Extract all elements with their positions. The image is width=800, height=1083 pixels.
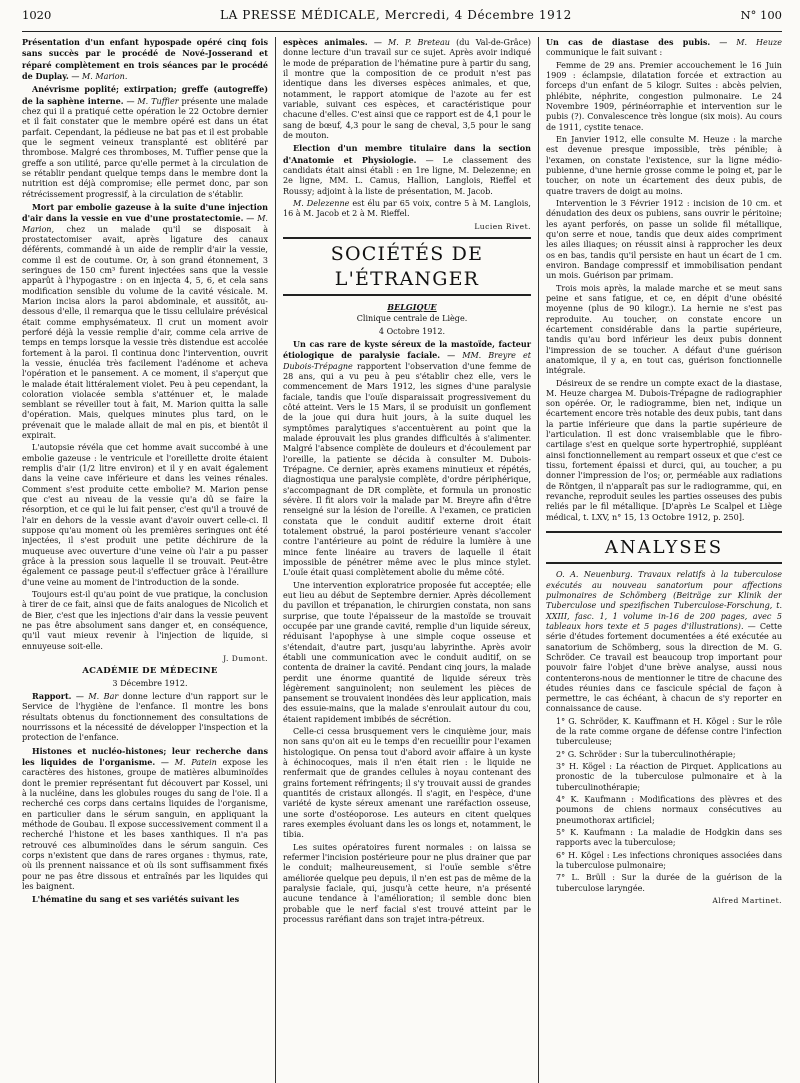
paragraph-secretion: Celle-ci cessa brusquement vers le cinquième jour, mais non sans qu'on ait eu le temps d'en recueillir pour l'examen histologique. On pensa tout d'abord avoir affaire à un kyste à échinocoques, mais il n'en était rien : le liquide ne renfermait que de grandes cellules à noyau contenant des grains fortement réfringents; il s'y trouvait aussi de grandes quantités de cristaux allongés. Il s'agit, en l'espèce, d'une variété de kyste séreux amenant une raréfaction osseuse, une sorte d'ostéoporose. Les auteurs en citent quelques rares exemples évoluant dans les os longs et, notamment, le tibia. [283,727,531,840]
paragraph-election-result: M. Delezenne est élu par 65 voix, contre 5 à M. Langlois, 16 à M. Jacob et 2 à M. Rieffel. [283,198,531,219]
article-anevrisme: Anévrisme poplité; extirpation; greffe (autogreffe) de la saphène interne. — M. Tuffier présente une malade chez qui il a pratiqué cette opération le 22 Octobre dernier et il fait constater que le membre opéré est dans un état parfait. Cependant, la pédieuse ne bat pas et il est probable que le segment veineux transplanté est oblitéré par thrombose. Malgré ces thromboses, M. Tuffier pense que la greffe a son utilité, parce qu'elle permet à la circulation de se rétablir pendant quelque temps dans le membre dont la nutrition est déjà compromise; elle permet donc, par son rétrécissement progressif, à la circulation de s'établir. [22,84,269,199]
paragraph-femme: Femme de 29 ans. Premier accouchement le 16 Juin 1909 : éclampsie, dilatation forcée et extraction au forceps d'un enfant de 5 kilogr. Suites : abcès pelvien, phlébite, néphrite, congestion pulmonaire. Le 24 Novembre 1909, périnéorraphie et intervention sur le pubis (?). Convalescence très longue (six mois). Au cours de 1911, cystite tenace. [546,60,782,132]
section-date: 3 Décembre 1912. [112,678,188,688]
columns [22,37,782,1083]
article-hypospade: Présentation d'un enfant hypospade opéré cinq fois sans succès par le procédé de Nové-Josserand et réparé complètement en trois séances par le procédé de Duplay. — M. Marion. [22,37,268,81]
article-hematine: espèces animales. — M. P. Breteau (du Val-de-Grâce) donne lecture d'un travail sur ce sujet. Après avoir indiqué le mode de préparation de l'hématine pure à partir du sang, il montre que la composition de ce produit n'est pas identique dans les diverses espèces animales, et que, notamment, le rapport atomique de l'azote au fer est variable, suivant ces espèces, et caractéristique pour chacune d'elles. C'est ainsi que ce rapport est de 4,1 pour le sang de bœuf, 4,3 pour le sang de cheval, 3,5 pour le sang de mouton. [283,37,532,140]
country-heading: BELGIQUE [387,302,437,313]
list-item: 4° K. Kaufmann : Modifications des plèvres et des poumons de chiens normaux consécutives au pneumothorax artificiel; [556,795,782,825]
issue-number: N° 100 [740,8,782,22]
clinic-heading: Clinique centrale de Liège. [356,314,468,324]
article-histones: Histones et nucléo-histones; leur recherche dans les liquides de l'organisme. — M. Patein expose les caractères des histones, groupe de matières albuminoïdes dont le premier représentant fut découvert par Kossel, uni à la nucléine, dans les globules rouges du sang de l'oie. Il a recherché ces corps dans certains liquides de l'organisme, en particulier dans le sérum sanguin, en appliquant la méthode de Goubau. Il expose successivement comment il a recherché l'histone et les bases xanthiques. Il n'a pas retrouvé ces albuminoïdes dans le sérum sanguin. Ces corps n'existent que dans de rares organes : thymus, rate, où ils prennent naissance et où ils sont suffisamment fixés pour ne pas être dissous et entraînés par les liquides qui les baignent. [22,745,268,891]
list-item: 3° H. Kögel : La réaction de Pirquet. Applications au pronostic de la tuberculose pulmonaire et à la tuberculinothérapie; [556,762,782,792]
list-item: 2° G. Schröder : Sur la tuberculinothérapie; [556,749,736,759]
banner-societes-etranger: SOCIÉTÉS DE L'ÉTRANGER [283,237,531,296]
list-item: 5° K. Kaufmann : La maladie de Hodgkin dans ses rapports avec la tuberculose; [556,828,782,848]
list-item: 1° G. Schröder, K. Kauffmann et H. Kögel : Sur le rôle de la rate comme organe de défense contre l'infection tuberculeuse; [556,716,782,747]
signature-dumont: J. Dumont. [223,654,268,664]
column-1 [22,37,275,1083]
article-rapport: Rapport. — M. Bar donne lecture d'un rapport sur le Service de l'hygiène de l'enfance. Il montre les bons résultats obtenus du fonctionnement des consultations de nourrissons et la nécessité de développer l'inspection et la protection de l'enfance. [22,691,268,743]
paragraph-radiographie: Désireux de se rendre un compte exact de la diastase, M. Heuze chargea M. Dubois-Trépagne de radiographier son opérée. Or, le radiogramme, bien net, indique un écartement encore très notable des deux pubis, tant dans la partie inférieure que dans la partie supérieure de l'articulation. Il est donc vraisemblable que le fibro-cartilage s'est en quelque sorte hypertrophié, suppléant ainsi fonctionnellement au rempart osseux et que c'est ce tissu, fortement épaissi et durci, qui, au toucher, a pu donner l'impression de l'os; or, perméable aux radiations de Röntgen, il n'apparaît pas sur le radiogramme, qui, en revanche, reproduit seules les parties osseuses des pubis reliés par le fil métallique. [D'après Le Scalpel et Liège médical, t. LXV, n° 15, 13 Octobre 1912, p. 250]. [546,378,782,522]
paragraph-intervention: Une intervention exploratrice proposée fut acceptée; elle eut lieu au début de Septembre dernier. Après décollement du pavillon et trépanation, le chirurgien constata, non sans surprise, que toute l'épaisseur de la mastoïde se trouvait occupée par une grande cavité, remplie d'un liquide séreux, réduisant l'apophyse à une simple coque osseuse et s'étendait, d'autre part, jusqu'au labyrinthe. Après avoir établi une communication avec le conduit auditif, on se contenta de drainer la cavité. Pendant cinq jours, la malade perdit une énorme quantité de liquide séreux très légèrement sanguinolent; non seulement les pièces de pansement se trouvaient inondées dès leur application, mais des essuie-mains, que la malade s'enroulait autour du cou, étaient rapidement imbibés de sécrétion. [283,580,531,724]
paragraph-autopsie: L'autopsie révéla que cet homme avait succombé à une embolie gazeuse : le ventricule et l'oreillette droite étaient remplis d'air (1/2 litre environ) et il y en avait également dans la veine cave inférieure et dans les veines rénales. Comment s'est produite cette embolie? M. Marion pense que c'est au niveau de la vessie qu'a dû se faire la résorption, et ce qui le lui fait penser, c'est qu'il a trouvé de l'air en dehors de la vessie avant d'avoir ouvert celle-ci. Il suppose qu'au moment où les premières seringues ont été injectées, il s'est produit une petite déchirure de la muqueuse avec ouverture d'une veine où l'air a pu passer grâce à la pression sous laquelle il se trouvait. Peut-être également ce passage peut-il s'effectuer grâce à l'éraillure d'une veine au moment de l'introduction de la sonde. [22,443,268,587]
list-item: 7° L. Brüll : Sur la durée de la guérison de la tuberculose laryngée. [556,873,782,893]
article-embolie: Mort par embolie gazeuse à la suite d'une injection d'air dans la vessie en vue d'une prostatectomie. — M. Marion, chez un malade qu'il se disposait à prostatectomiser avait, après ligature des canaux déférents, commandé à un aide de remplir d'air la vessie, comme il est de coutume. Or, à son grand étonnement, 3 seringues de 150 cm³ furent injectées sans que la vessie apparût à l'hypogastre : on en injecta 4, 5, 6, et cela sans modification sensible du volume de la cavité vésicale. M. Marion incisa alors la paroi abdominale, et aussitôt, au-dessous d'elle, il remarqua que le tissu cellulaire prévésical était comme emphysémateux. Il crut un moment avoir perforé déjà la vessie remplie d'air, comme cela arrive de temps en temps lorsque la vessie très distendue est accolée fortement à la paroi. Il continua donc l'intervention, ouvrit la vessie, énucléa très facilement l'adénome et acheva l'opération et le pansement. A ce moment, il s'aperçut que le malade était littéralement violet. Peu à peu cependant, la coloration violacée sembla s'atténuer et, le malade semblant se réveiller tout à fait, M. Marion quitta la salle d'opération. Mais, quelques minutes plus tard, on le prévenait que le malade allait de mal en pis, et bientôt il expirait. [22,201,268,441]
paragraph-trois-mois: Trois mois après, la malade marche et se meut sans peine et sans fatigue, et ce, en dépit d'une obésité moyenne (plus de 90 kilogr.). La hernie ne s'est pas reproduite. Au toucher, on constate encore un écartement considérable dans la partie supérieure, tandis qu'au bord inférieur les deux pubis donnent l'impression de se toucher. A défaut d'une guérison anatomique, il y a, en tout cas, guérison fonctionnelle intégrale. [546,283,782,376]
analysis-neuenburg: O. A. Neuenburg. Travaux relatifs à la tuberculose exécutés au nouveau sanatorium pour affections pulmonaires de Schömberg (Beiträge zur Klinik der Tuberculose und spezifischen Tuberculose-Forschung, t. XXIII, fasc. 1, 1 volume in-16 de 200 pages, avec 5 tableaux hors texte et 5 pages d'illustrations). — Cette série d'études fortement documentées a été exécutée au sanatorium de Schömberg, sous la direction de M. G. Schröder. Ce travail est beaucoup trop important pour pouvoir faire l'objet d'une brève analyse, aussi nous contenterons-nous de mentionner le titre de chacune des études réunies dans ce fascicule spécial de façon à permettre, le cas échéant, à chacun de s'y reporter en connaissance de cause. [546,570,782,714]
article-election: Election d'un membre titulaire dans la section d'Anatomie et Physiologie. — Le classement des candidats était ainsi établi : en 1re ligne, M. Delezenne; en 2e ligne, MM. L. Camus, Hallion, Langlois, Rieffel et Roussy; adjoint à la liste de présentation, M. Jacob. [283,143,531,196]
paragraph-suites: Les suites opératoires furent normales : on laissa se refermer l'incision postérieure pour ne plus drainer que par le conduit; malheureusement, si l'ouïe semble s'être améliorée quelque peu depuis, il n'en est pas de même de la paralysie faciale, qui, jusqu'à cette heure, n'a présenté aucune tendance à l'amélioration; il semble donc bien probable que le nerf facial s'est trouvé atteint par le processus raréfiant dans son trajet intra-pétreux. [283,842,531,925]
article-hematine-title: L'hématine du sang et ses variétés suivant les [32,894,240,905]
column-3 [538,37,782,1083]
list-item: 6° H. Kögel : Les infections chroniques associées dans la tuberculose pulmonaire; [556,850,782,871]
article-diastase: Un cas de diastase des pubis. — M. Heuze communique le fait suivant : [546,37,782,58]
signature-martinet: Alfred Martinet. [712,896,782,906]
column-2 [275,37,538,1083]
clinic-date: 4 Octobre 1912. [378,326,446,336]
studies-list [546,717,782,894]
paragraph-intervention-pubis: Intervention le 3 Février 1912 : incision de 10 cm. et dénudation des deux os pubiens, sans ouvrir le péritoine; les ayant perforés, on passe un solide fil métallique, qu'on serre et noue, tandis que deux aides compriment les ailes iliaques; on réussit ainsi à rapprocher les deux os en bas, tandis qu'il persiste en haut un écart de 1 cm. environ. Bandage compressif et immobilisation pendant un mois. Guérison par primam. [546,198,782,281]
article-kyste: Un cas rare de kyste séreux de la mastoïde, facteur étiologique de paralysie faciale. — MM. Breyre et Dubois-Trépagne rapportent l'observation d'une femme de 28 ans, qui a vu peu à peu s'établir chez elle, vers le commencement de Mars 1912, les signes d'une paralysie faciale, tandis que l'ouïe disparaissait progressivement du côté atteint. Vers le 15 Mars, il se produisit un gonflement de la joue qui dura huit jours, à la suite duquel les symptômes paralytiques s'accentuèrent au point que la malade éprouvait les plus grandes difficultés à s'alimenter. Malgré l'absence complète de douleurs et d'écoulement par l'oreille, la patiente se décida à consulter M. Dubois-Trépagne. Ce dernier, après examens minutieux et répétés, diagnostiqua une paralysie complète, d'ordre périphérique, s'accompagnant de DR complète, et formula un pronostic sévère. Il fit alors voir la malade par M. Breyre afin d'être renseigné sur la lésion de l'oreille. A l'examen, ce praticien constata que le conduit auditif externe droit était totalement obstrué, la paroi postérieure venant s'accoler contre l'antérieure au point de réduire la lumière à une mince fente linéaire au travers de laquelle il était impossible de pénétrer même avec le plus mince stylet. L'ouïe était quasi complètement abolie du même côté. [283,339,531,578]
page-number: 1020 [22,8,52,22]
banner-analyses: ANALYSES [546,531,782,564]
signature-rivet: Lucien Rivet. [474,221,531,231]
page-header [22,8,782,32]
journal-title: LA PRESSE MÉDICALE, Mercredi, 4 Décembre 1912 [220,8,572,22]
paragraph-consultation: En Janvier 1912, elle consulte M. Heuze : la marche est devenue presque impossible, très pénible; à l'examen, on constate l'existence, sur la ligne médio-pubienne, d'une hernie grosse comme le poing et, par le toucher, on note un écartement des deux pubis, de quatre travers de doigt au moins. [546,134,782,196]
paragraph-conclusion: Toujours est-il qu'au point de vue pratique, la conclusion à tirer de ce fait, ainsi que de faits analogues de Nicolich et de Bier, c'est que les injections d'air dans la vessie peuvent ne pas être absolument sans danger et, en conséquence, qu'il vaut mieux revenir à l'injection de liquide, si ennuyeuse soit-elle. [22,590,268,651]
section-title-academie: ACADÉMIE DE MÉDECINE [82,665,218,676]
